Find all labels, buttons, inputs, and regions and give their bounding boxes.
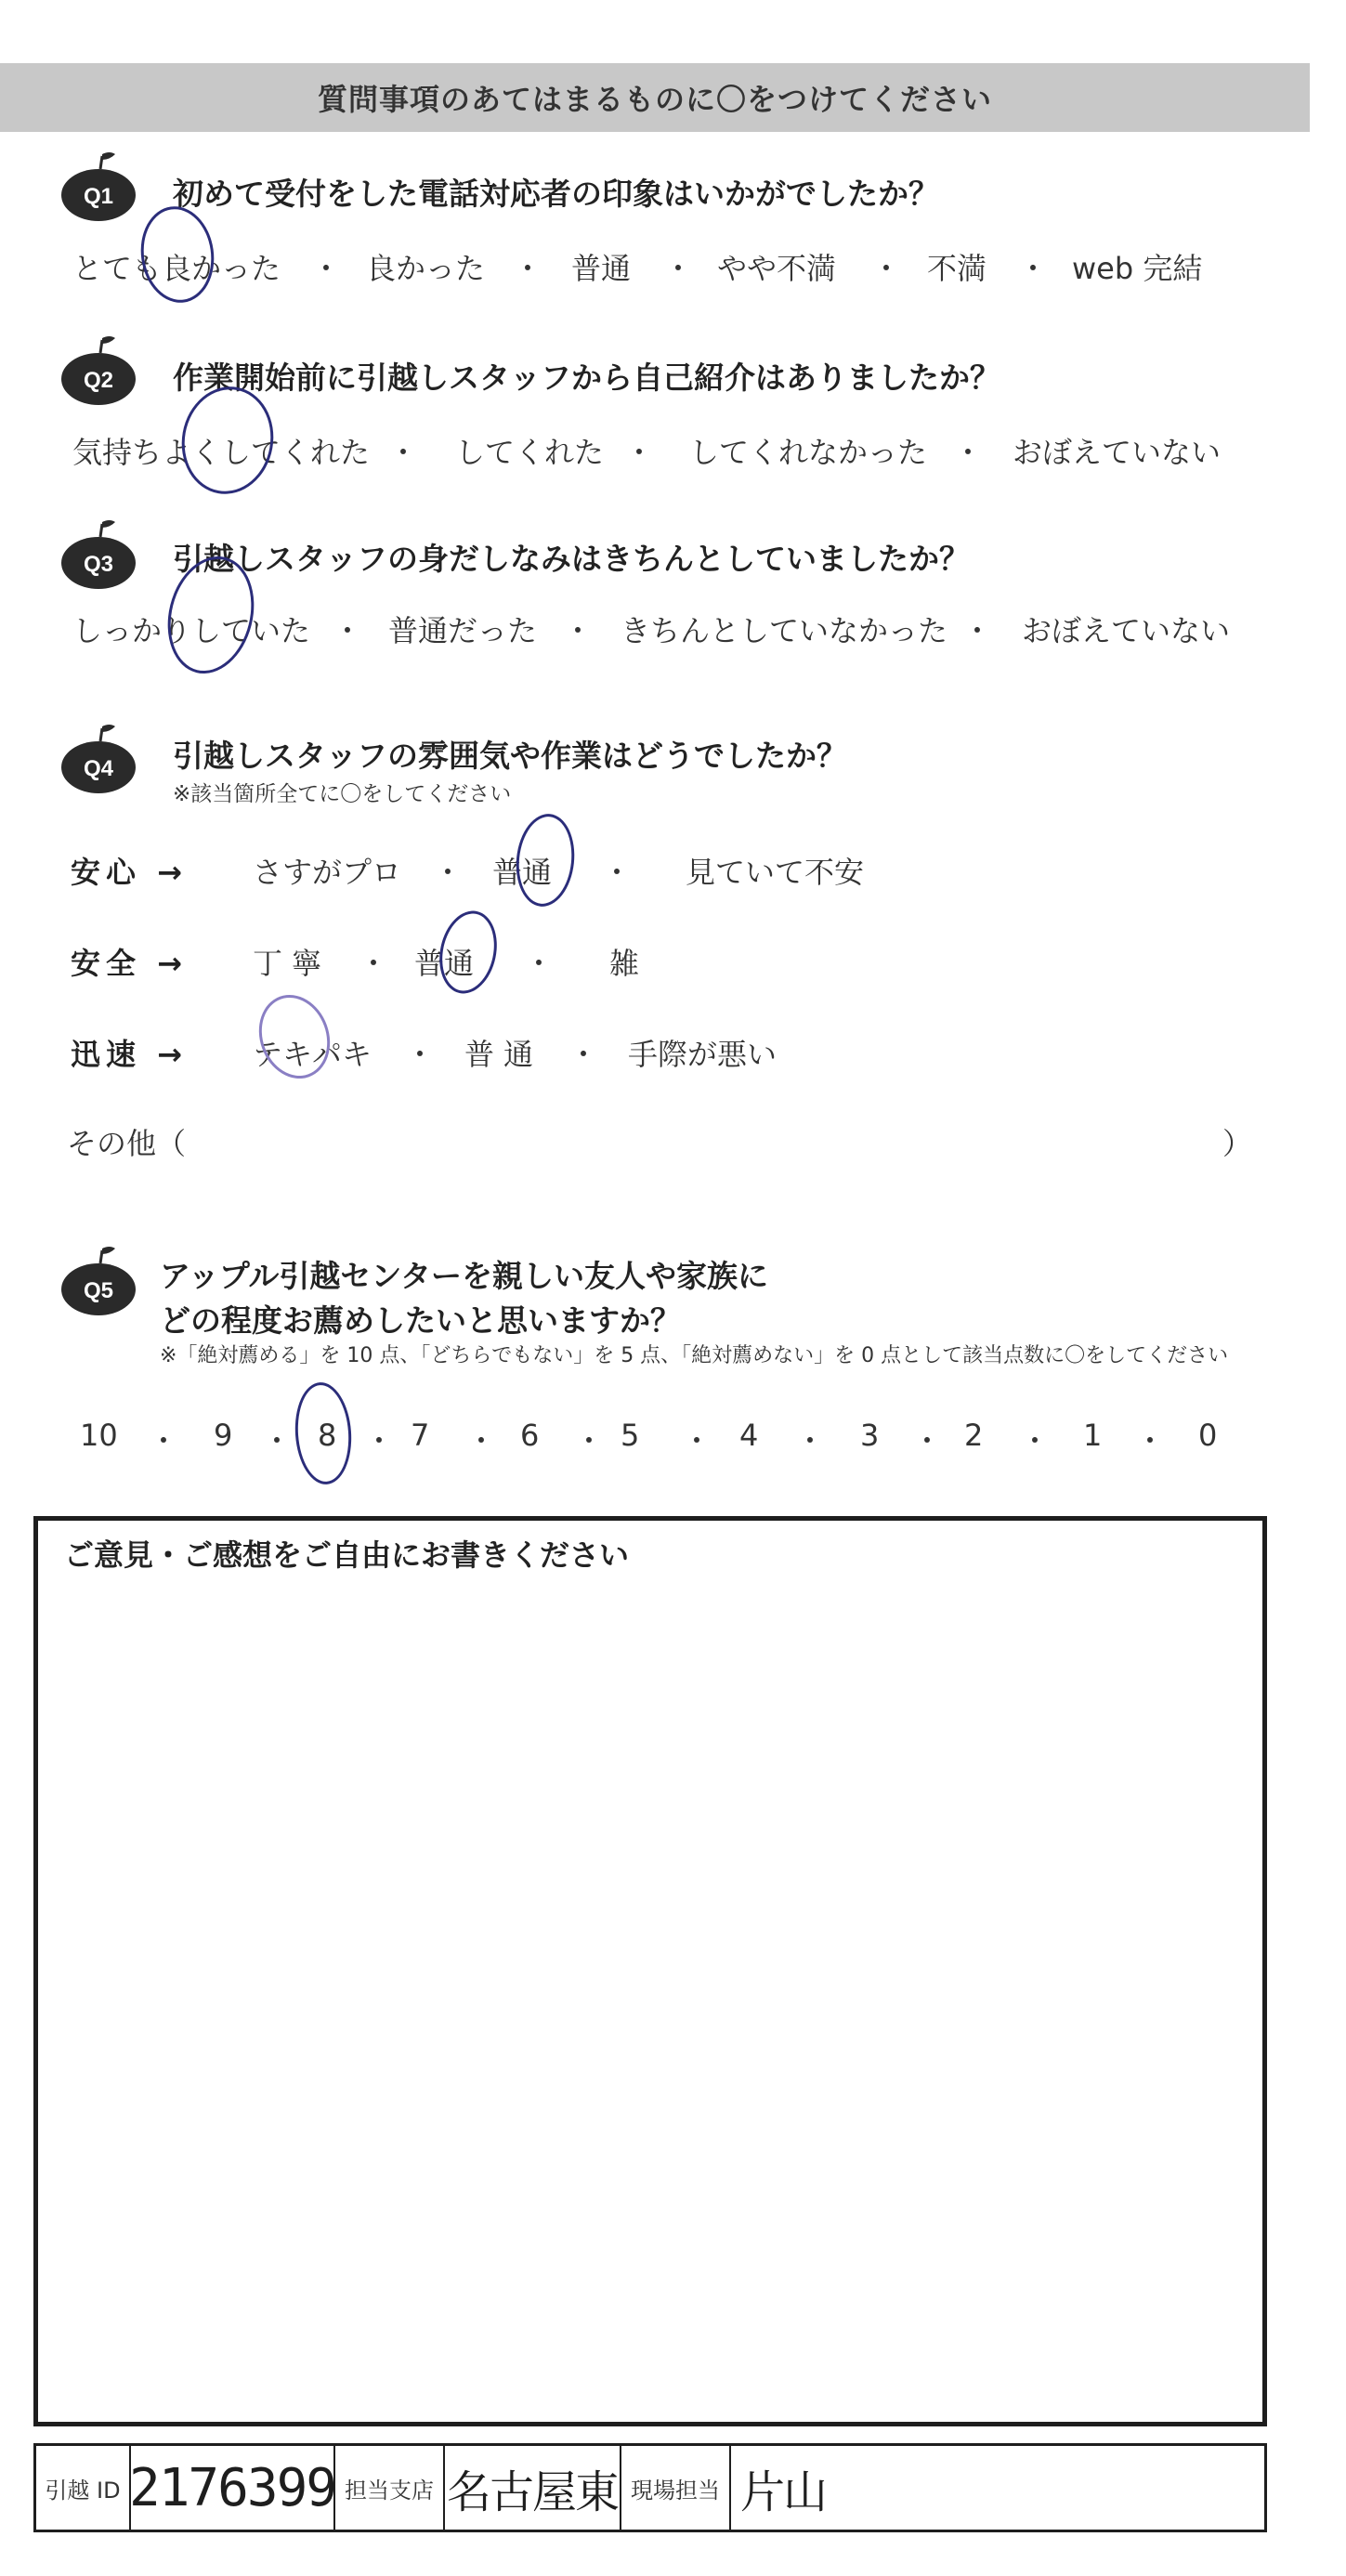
q5-badge-icon: [56, 1243, 143, 1317]
branch-label-cell: [335, 2446, 445, 2530]
svg-text:Q5: Q5: [83, 1278, 114, 1303]
q5-scale: 10 ・ 9 ・ 8 ・ 7 ・ 6 ・ 5 ・ 4 ・ 3 ・ 2 ・ 1 ・ 0: [80, 1418, 1218, 1458]
q5-score[interactable]: 1: [1083, 1418, 1103, 1453]
q5-score[interactable]: 4: [739, 1418, 759, 1453]
comments-box[interactable]: [33, 1516, 1267, 2426]
svg-text:Q1: Q1: [83, 184, 114, 209]
q1-option[interactable]: web 完結: [1072, 251, 1203, 286]
q4-badge-icon: [56, 721, 143, 795]
q5-score[interactable]: 0: [1198, 1418, 1218, 1453]
q4-jinsoku-option[interactable]: テキパキ: [253, 1037, 372, 1072]
staff-value: 片山: [740, 2465, 827, 2518]
q2-option[interactable]: おぼえていない: [1013, 435, 1222, 470]
q4-jinsoku-option[interactable]: 手際が悪い: [628, 1037, 778, 1072]
q4-anzen-option[interactable]: 雑: [609, 946, 640, 981]
q4-anzen-option[interactable]: 丁寧: [253, 946, 332, 981]
q5-score[interactable]: 8: [318, 1418, 337, 1453]
branch-label: 担当支店: [345, 2477, 434, 2504]
q1-option[interactable]: 普通: [571, 251, 632, 286]
q2-question: 作業開始前に引越しスタッフから自己紹介はありましたか？: [173, 360, 1000, 396]
q4-other-label: その他（: [67, 1126, 187, 1161]
q2-option[interactable]: してくれなかった: [689, 435, 928, 470]
comments-title: ご意見・ご感想をご自由にお書きください: [64, 1537, 630, 1573]
q1-badge-icon: [56, 149, 143, 223]
q5-score[interactable]: 5: [621, 1418, 640, 1453]
q2-badge-icon: [56, 333, 143, 407]
q5-score[interactable]: 7: [411, 1418, 430, 1453]
q5-score[interactable]: 6: [520, 1418, 540, 1453]
q4-anshin-option[interactable]: さすがプロ: [253, 855, 402, 890]
q2-option[interactable]: 気持ちよくしてくれた: [72, 435, 371, 470]
q5-score[interactable]: 3: [860, 1418, 880, 1453]
q3-option[interactable]: しっかりしていた: [72, 613, 311, 648]
q5-question-line2: どの程度お薦めしたいと思いますか？: [160, 1302, 681, 1339]
q3-option[interactable]: 普通だった: [388, 613, 538, 648]
q3-badge-icon: [56, 517, 143, 591]
instruction-header: [0, 63, 1310, 132]
q5-note: ※「絶対薦める」を 10 点、「どちらでもない」を 5 点、「絶対薦めない」を 0 点として該当点数に〇をしてください: [160, 1344, 1229, 1367]
move-id-label-cell: [36, 2446, 131, 2530]
q4-anzen-option[interactable]: 普通: [414, 946, 475, 981]
q4-anshin-circle-mark: [512, 811, 579, 909]
q4-other-close: ）: [1222, 1126, 1253, 1161]
q1-question: 初めて受付をした電話対応者の印象はいかがでしたか？: [173, 176, 939, 212]
svg-text:Q2: Q2: [83, 368, 114, 393]
q1-option[interactable]: とても良かった: [72, 251, 281, 286]
branch-value-cell[interactable]: [445, 2446, 621, 2530]
q2-circle-mark: [174, 379, 282, 501]
svg-text:Q3: Q3: [83, 552, 114, 577]
q5-score[interactable]: 9: [214, 1418, 233, 1453]
move-id-value: 2176399: [129, 2457, 336, 2518]
q4-anshin-option[interactable]: 見ていて不安: [686, 855, 865, 890]
q1-option[interactable]: 良かった: [366, 251, 486, 286]
q1-circle-mark: [135, 202, 220, 307]
move-id-value-cell[interactable]: [131, 2446, 335, 2530]
q4-row-label-anshin: 安心 →: [71, 855, 188, 890]
footer-table: [33, 2443, 1267, 2532]
q1-option[interactable]: やや不満: [717, 251, 837, 286]
q4-question: 引越しスタッフの雰囲気や作業はどうでしたか？: [173, 738, 847, 774]
q4-jinsoku-option[interactable]: 普通: [464, 1037, 543, 1072]
instruction-title: 質問事項のあてはまるものに〇をつけてください: [317, 82, 992, 117]
q4-anzen-circle-mark: [432, 906, 503, 1000]
q3-question: 引越しスタッフの身だしなみはきちんとしていましたか？: [173, 541, 970, 577]
move-id-label: 引越 ID: [45, 2477, 121, 2504]
svg-text:Q4: Q4: [83, 756, 114, 781]
q4-other-input[interactable]: [204, 1115, 1208, 1156]
q5-score[interactable]: 2: [964, 1418, 984, 1453]
q4-row-label-jinsoku: 迅速 →: [71, 1037, 188, 1072]
branch-value: 名古屋東: [446, 2465, 618, 2518]
q2-option[interactable]: してくれた: [455, 435, 605, 470]
q1-option[interactable]: 不満: [927, 251, 987, 286]
q5-question-line1: アップル引越センターを親しい友人や家族に: [160, 1258, 769, 1294]
q4-anshin-option[interactable]: 普通: [492, 855, 553, 890]
staff-label: 現場担当: [631, 2477, 720, 2504]
staff-label-cell: [621, 2446, 731, 2530]
q3-option[interactable]: おぼえていない: [1022, 613, 1231, 648]
q5-circle-mark: [292, 1380, 355, 1486]
q4-note: ※該当箇所全てに〇をしてください: [173, 782, 512, 806]
q4-row-label-anzen: 安全 →: [71, 946, 188, 981]
q5-score[interactable]: 10: [80, 1418, 118, 1453]
q3-option[interactable]: きちんとしていなかった: [621, 613, 948, 648]
staff-value-cell[interactable]: [731, 2446, 1264, 2530]
